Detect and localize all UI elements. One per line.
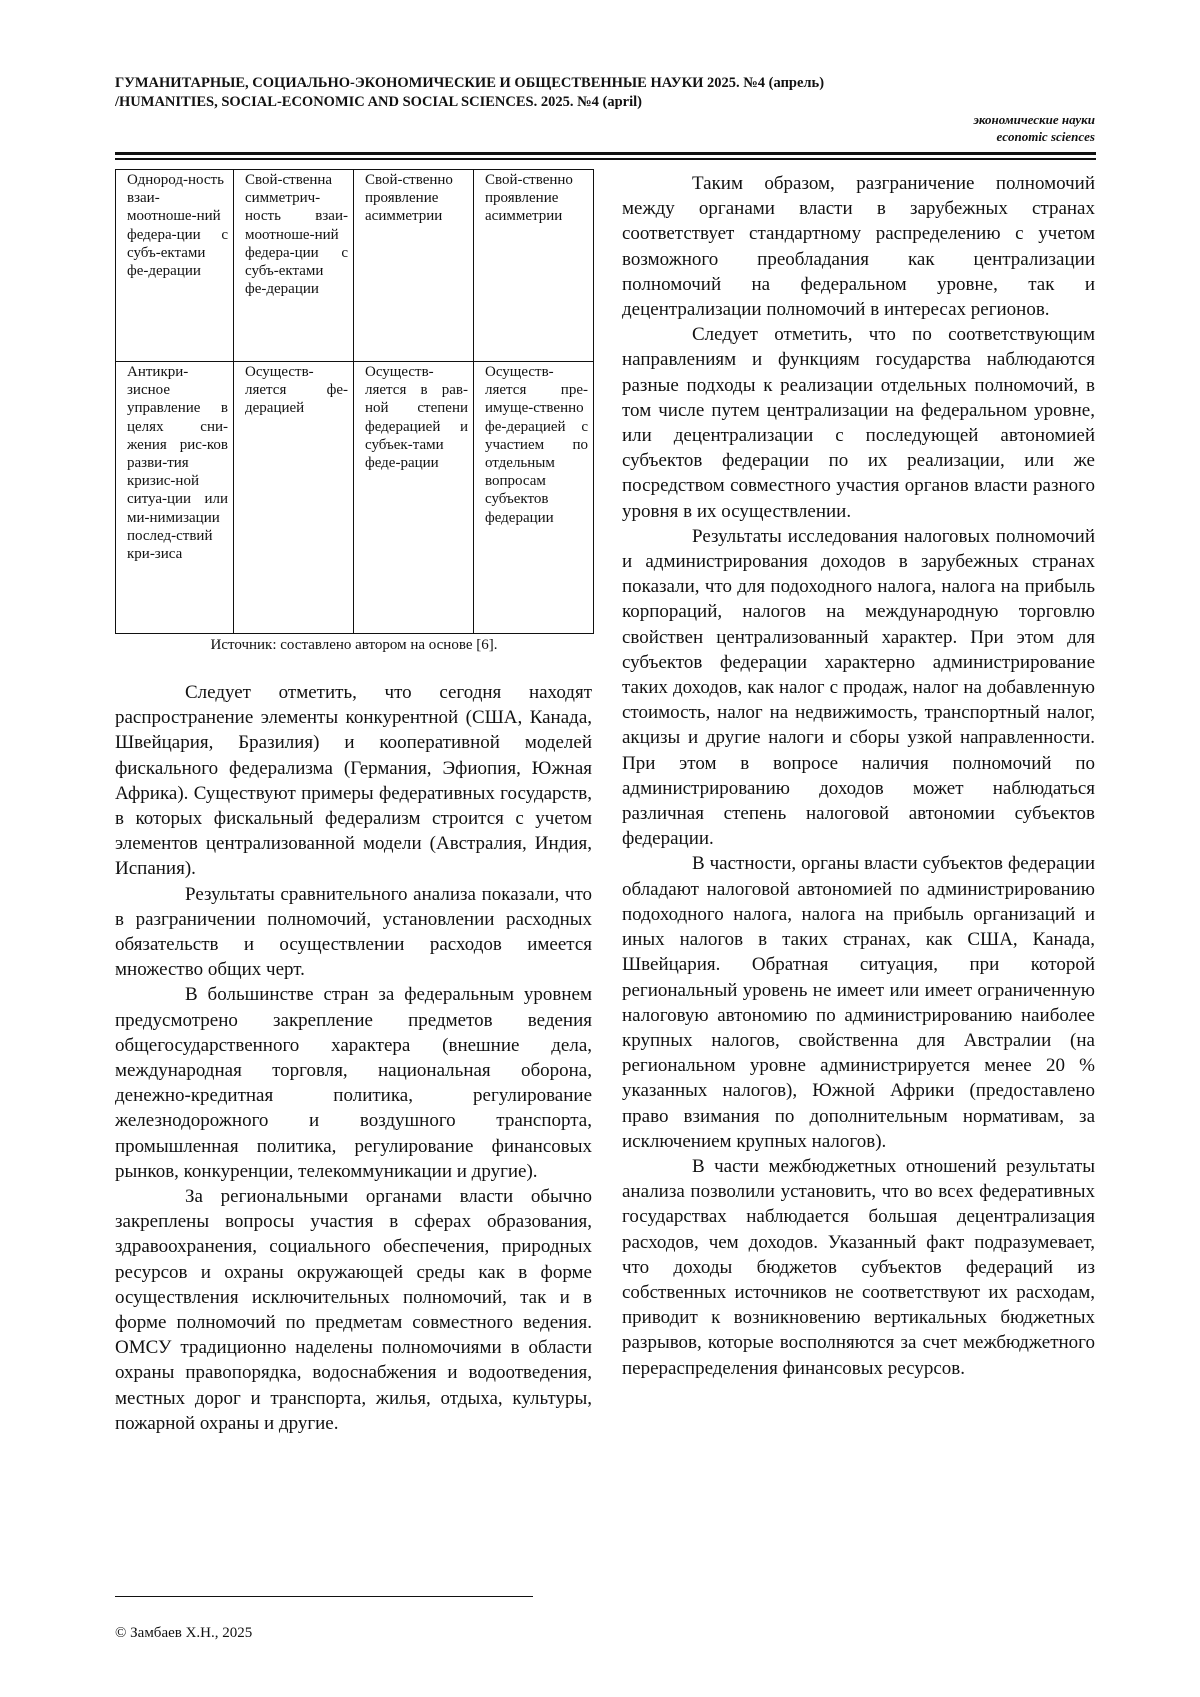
- table-row: [116, 362, 594, 634]
- table-cell: Осуществ-ляется в рав-ной степени федерацией и субъек-тами феде-рации: [354, 362, 474, 634]
- right-column: [622, 171, 1095, 1381]
- comparison-table: [115, 169, 594, 634]
- paragraph: В части межбюджетных отношений результаты анализа позволили установить, что во всех федеративных государствах наблюдается большая децентрализация расходов, чем доходов. Указанный факт подразумевает, что доходы бюджетов субъектов федераций из собственных источников не соответствуют их расходам, приводит к возникновению вертикальных бюджетных разрывов, которые восполняются за счет межбюджетного перераспределения финансовых ресурсов.: [622, 1155, 1095, 1379]
- table-cell: Свой-ственно проявление асимметрии: [354, 170, 474, 362]
- journal-title-ru: ГУМАНИТАРНЫЕ, СОЦИАЛЬНО-ЭКОНОМИЧЕСКИЕ И ОБЩЕСТВЕННЫЕ НАУКИ 2025. №4 (апрель): [115, 75, 825, 91]
- paragraph: Результаты исследования налоговых полномочий и администрирования доходов в зарубежных странах показали, что для подоходного налога, налога на прибыль корпораций, налогов на международную торговлю свойствен централизованный характер. При этом для субъектов федерации характерно администрирование таких доходов, как налог с продаж, налог на добавленную стоимость, налог на недвижимость, транспортный налог, акцизы и другие налоги и сборы узкой направленности. При этом в вопросе наличия полномочий по администрированию доходов может наблюдаться различная степень налоговой автономии субъектов федерации.: [622, 525, 1095, 850]
- paragraph: Следует отметить, что сегодня находят распространение элементы конкурентной (США, Канада, Швейцария, Бразилия) и кооперативной моделей фискального федерализма (Германия, Эфиопия, Южная Африка). Существуют примеры федеративных государств, в которых фискальный федерализм строится с учетом элементов централизованной модели (Австралия, Индия, Испания).: [115, 682, 592, 880]
- left-column: [115, 680, 592, 1436]
- footnote-rule: [115, 1596, 533, 1597]
- paragraph: В большинстве стран за федеральным уровнем предусмотрено закрепление предметов ведения общегосударственного характера (внешние дела, международная торговля, национальная оборона, денежно-кредитная политика, регулирование железнодорожного и воздушного транспорта, промышленная политика, регулирование финансовых рынков, конкуренции, телекоммуникации и другие).: [115, 984, 592, 1182]
- table-cell: Однород-ность взаи-моотноше-ний федера-ции с субъ-ектами фе-дерации: [116, 170, 234, 362]
- table-cell: Антикри-зисное управление в целях сни-жения рис-ков разви-тия кризис-ной ситуа-ции или ми-нимизации послед-ствий кри-зиса: [116, 362, 234, 634]
- table-cell: Осуществ-ляется фе-дерацией: [234, 362, 354, 634]
- header-rule-thin: [115, 158, 1096, 160]
- paragraph: Таким образом, разграничение полномочий между органами власти в зарубежных странах соответствует стандартному распределению с учетом возможного преобладания как централизации полномочий на федеральном уровне, так и децентрализации полномочий в интересах регионов.: [622, 173, 1095, 321]
- paragraph: Следует отметить, что по соответствующим направлениям и функциям государства наблюдаются разные подходы к реализации отдельных полномочий, в том числе путем централизации на федеральном уровне, или децентрализации с последующей автономией субъектов федерации по их реализации, или же посредством совместного участия органов власти разного уровня в их осуществлении.: [622, 324, 1095, 522]
- paragraph: В частности, органы власти субъектов федерации обладают налоговой автономией по администрированию подоходного налога, налога на прибыль организаций и иных налогов в таких странах, как США, Канада, Швейцария. Обратная ситуация, при которой региональный уровень не имеет или имеет ограниченную налоговую автономию по администрированию наиболее крупных налогов, свойственна для Австралии (на региональном уровне администрируется менее 20 % указанных налогов), Южной Африки (предоставлено право взимания по дополнительным нормативам, за исключением крупных налогов).: [622, 853, 1095, 1152]
- table-caption: Источник: составлено автором на основе [6].: [210, 637, 498, 653]
- header-rule-thick: [115, 152, 1096, 155]
- section-label: [973, 111, 1095, 145]
- table-cell: Свой-ственна симметрич-ность взаи-моотноше-ний федера-ции с субъ-ектами фе-дерации: [234, 170, 354, 362]
- paragraph: Результаты сравнительного анализа показали, что в разграничении полномочий, установлении расходных обязательств и осуществлении расходов имеется множество общих черт.: [115, 883, 592, 981]
- copyright-note: © Замбаев Х.Н., 2025: [115, 1625, 253, 1641]
- table-cell: Осуществ-ляется пре-имуще-ственно фе-дерацией с участием по отдельным вопросам субъектов федерации: [474, 362, 594, 634]
- table-row: [116, 170, 594, 362]
- section-label-en: economic sciences: [996, 129, 1095, 144]
- paragraph: За региональными органами власти обычно закреплены вопросы участия в сферах образования, здравоохранения, социального обеспечения, природных ресурсов и охраны окружающей среды как в форме осуществления исключительных полномочий, так и в форме полномочий по предметам совместного ведения. ОМСУ традиционно наделены полномочиями в области охраны правопорядка, водоснабжения и водоотведения, местных дорог и транспорта, жилья, отдыха, культуры, пожарной охраны и другие.: [115, 1186, 592, 1434]
- section-label-ru: экономические науки: [973, 112, 1095, 127]
- journal-title-en: /HUMANITIES, SOCIAL-ECONOMIC AND SOCIAL SCIENCES. 2025. №4 (april): [115, 94, 642, 110]
- journal-header: [115, 74, 1095, 112]
- table-cell: Свой-ственно проявление асимметрии: [474, 170, 594, 362]
